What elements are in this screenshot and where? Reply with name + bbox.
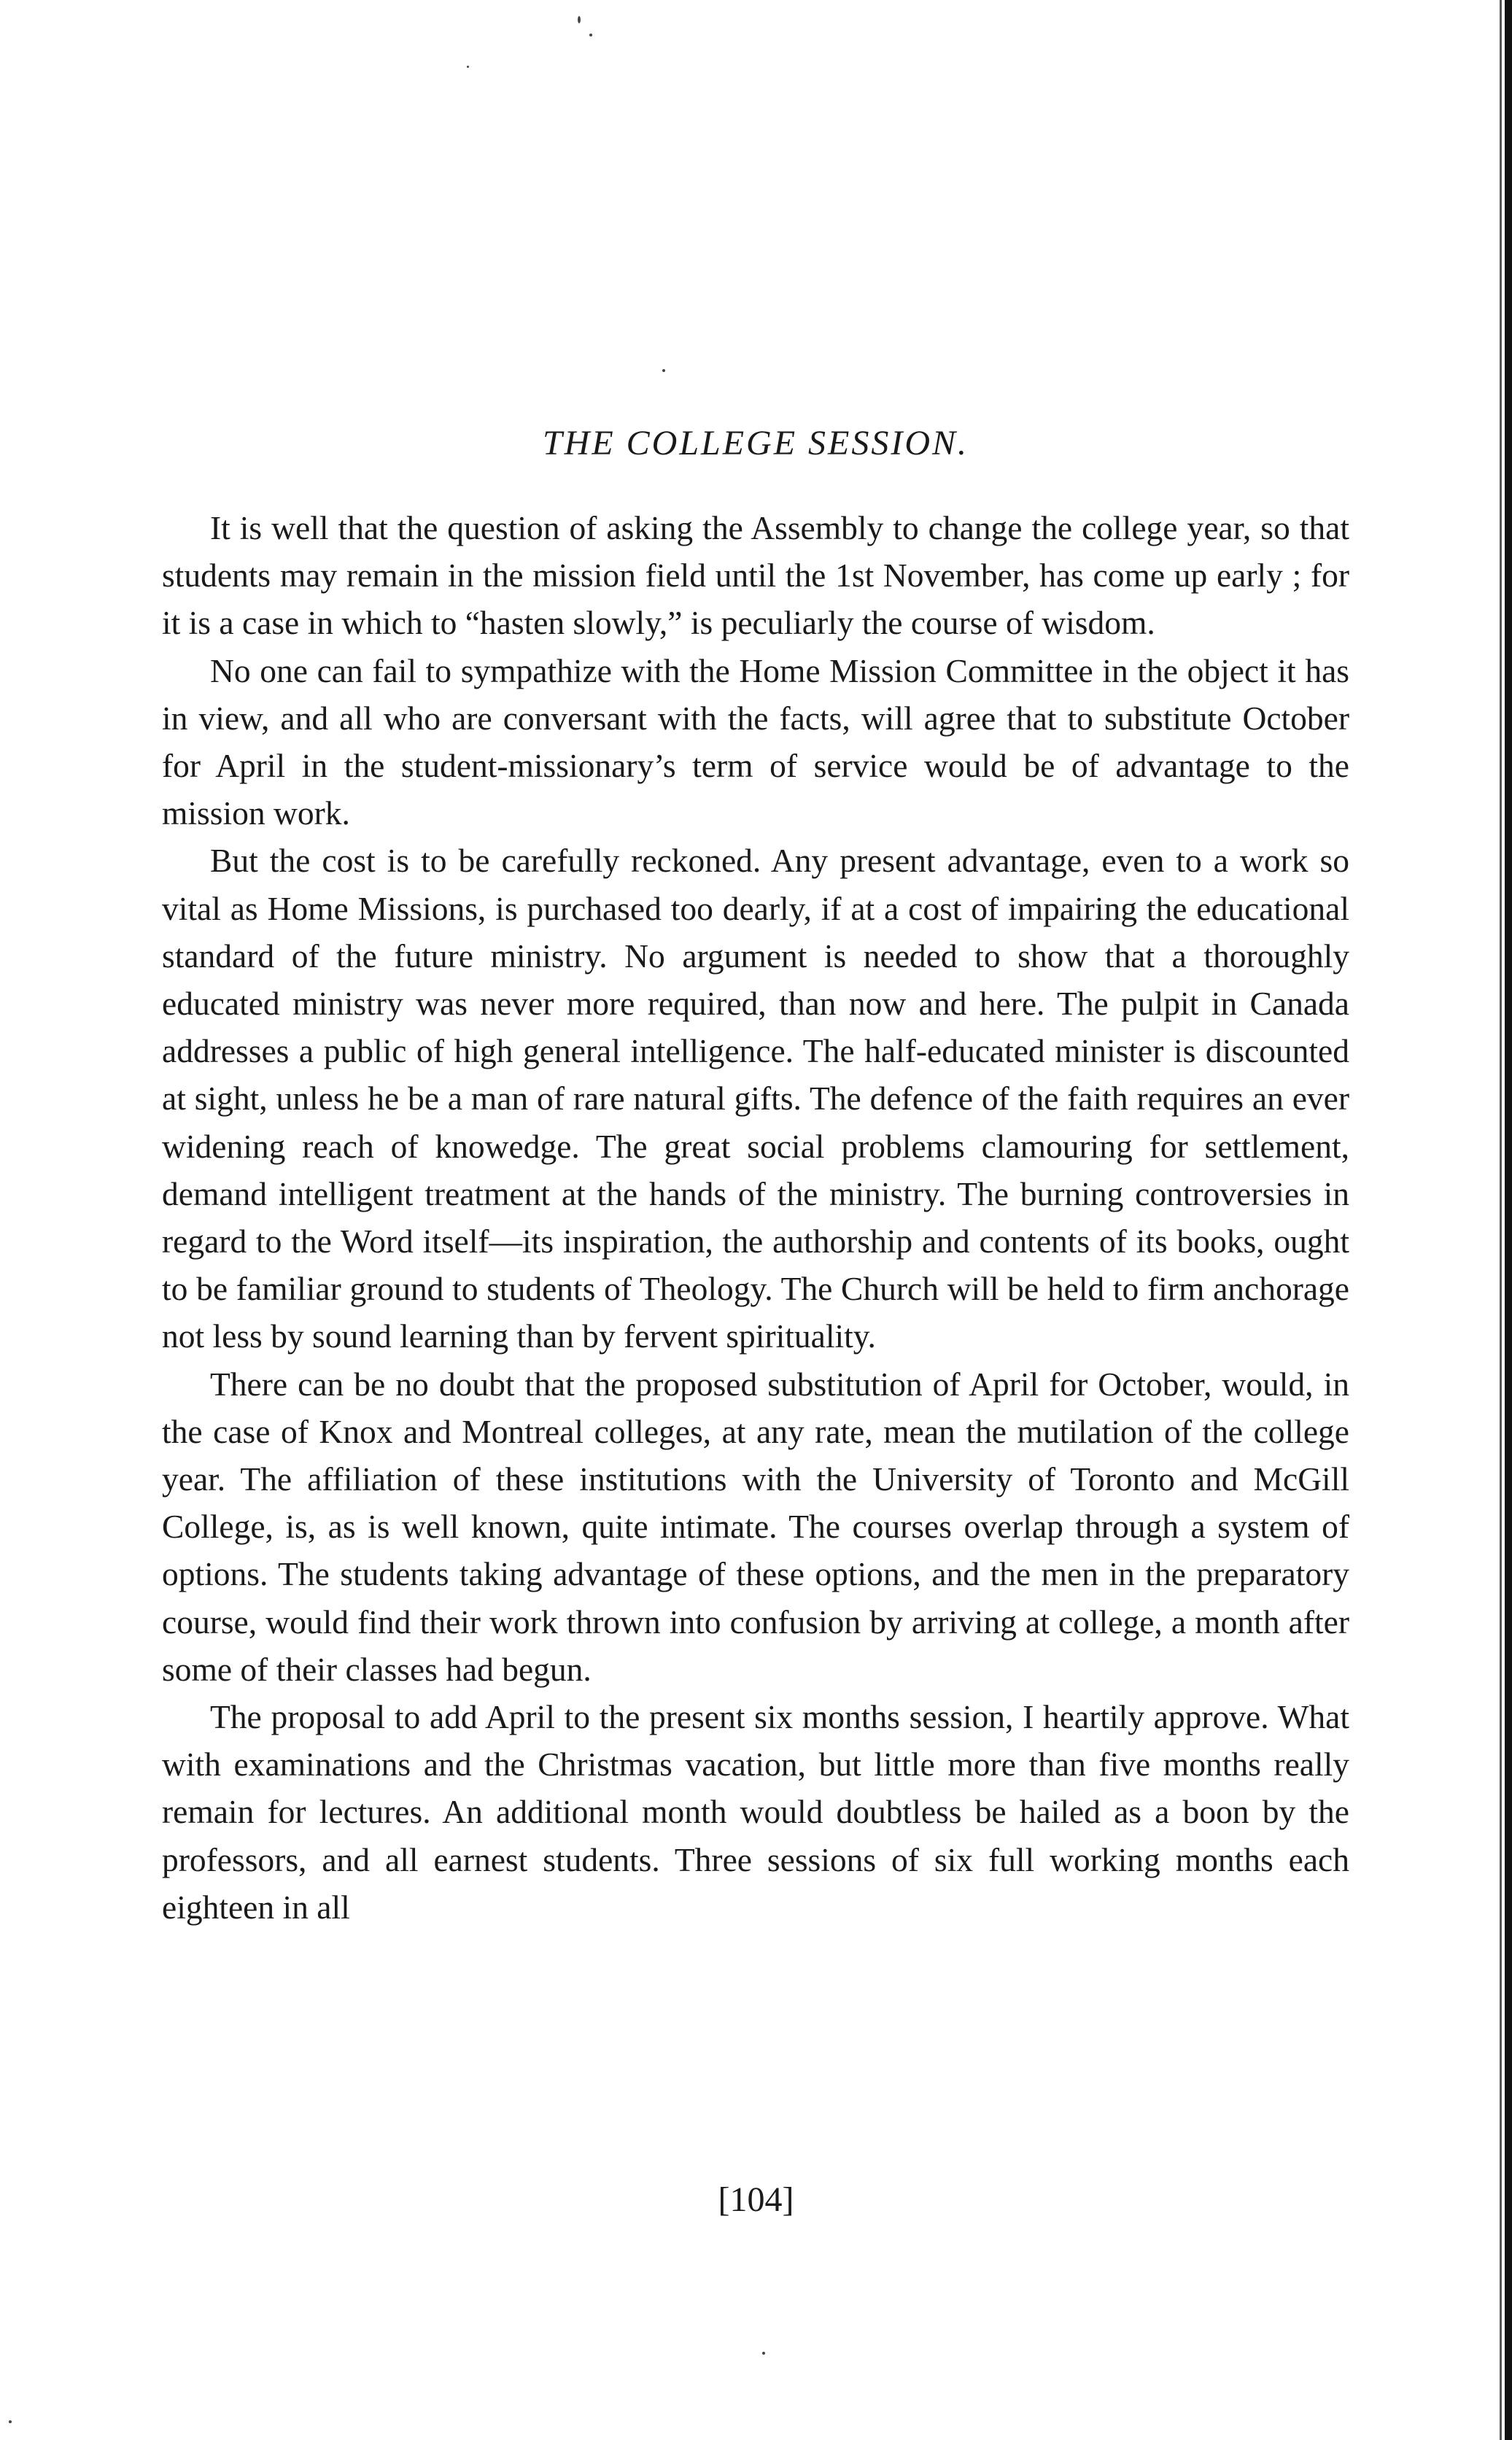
paragraph: No one can fail to sympathize with the Home Mission Committee in the object it has in view, and all who are conversant with the facts, will agree that to substitute October for April in the student-missionary’s term of service would be of advantage to the mission work. — [162, 651, 1349, 832]
paragraph: It is well that the question of asking the Assembly to change the college year, so that students may remain in the mission field until the 1st November, has come up early ; for it is a case in which to “hasten slowly,” is peculiarly the course of wisdom. — [162, 509, 1349, 642]
scan-speck — [578, 16, 581, 23]
paragraph: There can be no doubt that the proposed substitution of April for October, would, in the case of Knox and Montreal colleges, at any rate, mean the mutilation of the college year. The affiliation of these institutions with the University of Toronto and McGill College, is, as is well known, quite intimate. The courses overlap through a system of options. The students taking advantage of these options, and the men in the preparatory course, would find their work thrown into confusion by arriving at college, a month after some of their classes had begun. — [162, 1365, 1349, 1688]
scan-speck — [467, 66, 469, 68]
paragraph: But the cost is to be carefully reckoned. Any present advantage, even to a work so vital as Home Missions, is purchased too dearly, if at a cost of impairing the educational standard of the future ministry. No argument is needed to show that a thoroughly educated ministry was never more required, than now and here. The pulpit in Canada addresses a public of high general intelligence. The half-educated minister is discounted at sight, unless he be a man of rare natural gifts. The defence of the faith requires an ever widening reach of knowedge. The great social problems clamouring for settlement, demand intelligent treatment at the hands of the ministry. The burning controversies in regard to the Word itself—its inspiration, the authorship and contents of its books, ought to be familiar ground to students of Theology. The Church will be held to firm anchorage not less by sound learning than by fervent spirituality. — [162, 842, 1349, 1355]
page-body — [162, 423, 1349, 1931]
paragraph: The proposal to add April to the present six months session, I heartily approve. What with examinations and the Christmas vacation, but little more than five months really remain for lectures. An additional month would doubtless be hailed as a boon by the professors, and all earnest students. Three sessions of six full working months each eighteen in all — [162, 1698, 1349, 1926]
page-title: THE COLLEGE SESSION. — [542, 424, 969, 462]
scan-speck — [662, 369, 665, 372]
scan-edge-line — [1500, 0, 1502, 2440]
scan-speck — [589, 34, 592, 36]
scan-speck — [9, 2420, 12, 2423]
page-number: [104] — [718, 2180, 794, 2219]
scan-speck — [762, 2352, 765, 2355]
scan-edge-shadow — [1505, 0, 1512, 2440]
